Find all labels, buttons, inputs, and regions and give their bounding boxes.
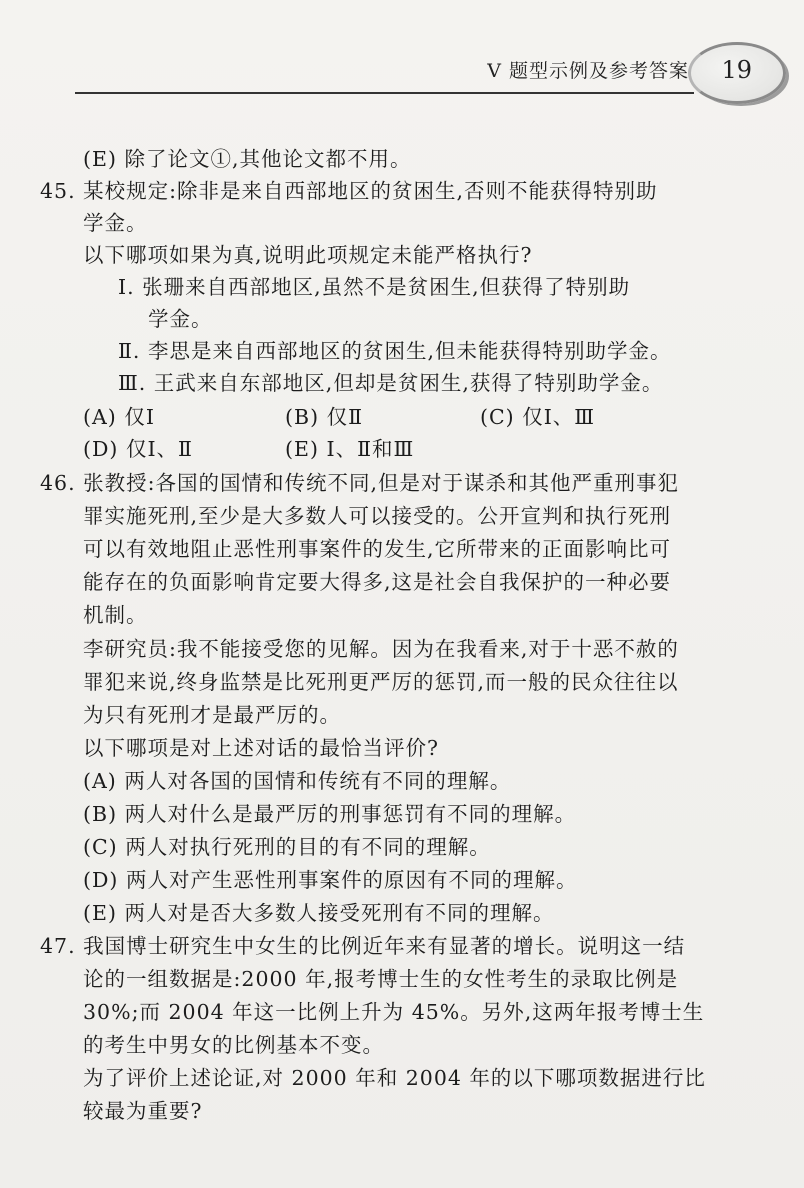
question-45-stem-cont: 学金。 xyxy=(83,211,148,235)
option-e-q45: (E) Ⅰ、Ⅱ和Ⅲ xyxy=(285,437,415,461)
option-b-q46: (B) 两人对什么是最严厉的刑事惩罚有不同的理解。 xyxy=(83,802,577,826)
question-46-line-6: 李研究员:我不能接受您的见解。因为在我看来,对于十恶不赦的 xyxy=(83,637,679,661)
option-e-q46: (E) 两人对是否大多数人接受死刑有不同的理解。 xyxy=(83,901,555,925)
chapter-title: Ⅴ 题型示例及参考答案 xyxy=(487,60,689,82)
option-c-q46: (C) 两人对执行死刑的目的有不同的理解。 xyxy=(83,835,491,859)
question-46-line-4: 能存在的负面影响肯定要大得多,这是社会自我保护的一种必要 xyxy=(83,570,672,594)
question-46-prompt: 以下哪项是对上述对话的最恰当评价? xyxy=(83,736,439,760)
question-47-line-4: 的考生中男女的比例基本不变。 xyxy=(83,1033,384,1057)
question-46-line-5: 机制。 xyxy=(83,603,148,627)
page-number: 19 xyxy=(721,56,752,84)
question-46-line-2: 罪实施死刑,至少是大多数人可以接受的。公开宣判和执行死刑 xyxy=(83,504,672,528)
option-d-q46: (D) 两人对产生恶性刑事案件的原因有不同的理解。 xyxy=(83,868,578,892)
statement-3: Ⅲ. 王武来自东部地区,但却是贫困生,获得了特别助学金。 xyxy=(118,371,664,395)
option-d-q45: (D) 仅Ⅰ、Ⅱ xyxy=(83,437,193,461)
question-46-stem: 46. 张教授:各国的国情和传统不同,但是对于谋杀和其他严重刑事犯 xyxy=(40,471,680,495)
question-47-prompt: 为了评价上述论证,对 2000 年和 2004 年的以下哪项数据进行比 xyxy=(83,1066,706,1090)
question-46-line-7: 罪犯来说,终身监禁是比死刑更严厉的惩罚,而一般的民众往往以 xyxy=(83,670,679,694)
option-c-q45: (C) 仅Ⅰ、Ⅲ xyxy=(480,405,596,429)
question-47-stem: 47. 我国博士研究生中女生的比例近年来有显著的增长。说明这一结 xyxy=(40,934,686,958)
page-header xyxy=(0,36,804,116)
question-45-stem: 45. 某校规定:除非是来自西部地区的贫困生,否则不能获得特别助 xyxy=(40,179,658,203)
option-b-q45: (B) 仅Ⅱ xyxy=(285,405,364,429)
question-46-line-8: 为只有死刑才是最严厉的。 xyxy=(83,703,341,727)
question-45-prompt: 以下哪项如果为真,说明此项规定未能严格执行? xyxy=(83,243,533,267)
question-47-prompt-cont: 较最为重要? xyxy=(83,1099,203,1123)
option-a-q45: (A) 仅Ⅰ xyxy=(83,405,155,429)
statement-2: Ⅱ. 李思是来自西部地区的贫困生,但未能获得特别助学金。 xyxy=(118,339,672,363)
option-e-q44: (E) 除了论文①,其他论文都不用。 xyxy=(83,147,412,171)
statement-1: Ⅰ. 张珊来自西部地区,虽然不是贫困生,但获得了特别助 xyxy=(118,275,631,299)
question-47-line-2: 论的一组数据是:2000 年,报考博士生的女性考生的录取比例是 xyxy=(83,967,679,991)
option-a-q46: (A) 两人对各国的国情和传统有不同的理解。 xyxy=(83,769,512,793)
header-rule xyxy=(75,92,694,94)
question-46-line-3: 可以有效地阻止恶性刑事案件的发生,它所带来的正面影响比可 xyxy=(83,537,672,561)
question-47-line-3: 30%;而 2004 年这一比例上升为 45%。另外,这两年报考博士生 xyxy=(83,1000,705,1024)
statement-1-cont: 学金。 xyxy=(148,307,213,331)
